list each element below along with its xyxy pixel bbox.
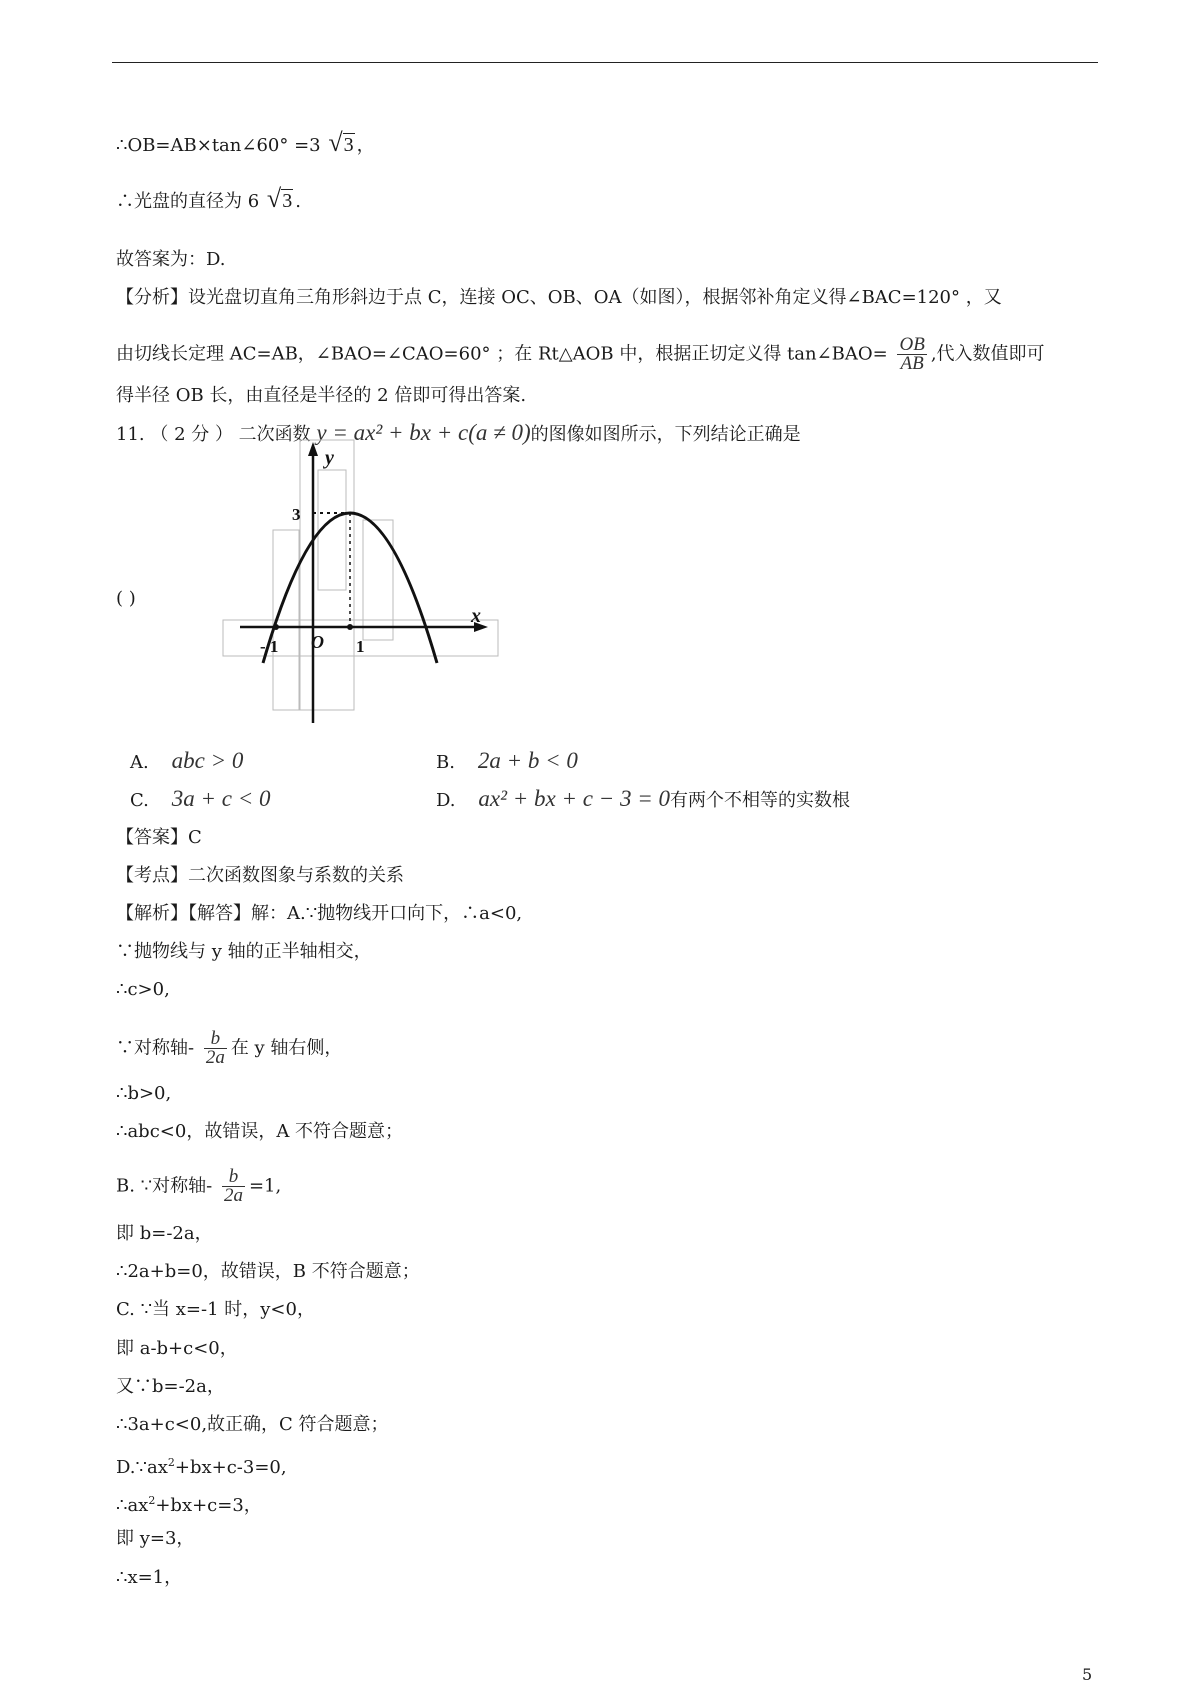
x-tick-label: 1 — [356, 637, 365, 656]
solution-line: ∴c>0, — [116, 979, 170, 1000]
solution-line: $D.\because ax^2+bx+c-3=0$, — [116, 1456, 287, 1478]
option-a: A. abc > 0 — [130, 748, 244, 773]
solution-line: 又∵b=-2a， — [116, 1376, 225, 1397]
origin-label: O — [311, 632, 324, 652]
text-line: ∴光盘的直径为 6 √3 . — [116, 184, 301, 213]
y-axis-label: y — [325, 447, 334, 469]
analysis-line: 由切线长定理 AC=AB，∠BAO=∠CAO=60° ；在 Rt△AOB 中，根据正切定义得 tan∠BAO= $\frac{OB}{AB}$ ,代入数值即可 — [116, 334, 1045, 374]
question-stem: 11. （ 2 分 ） 二次函数 y = ax² + bx + c(a ≠ 0)的图像如图所示，下列结论正确是 — [116, 420, 801, 445]
solution-line: ∴x=1， — [116, 1567, 183, 1588]
sqrt-symbol: √3 — [328, 128, 354, 157]
text-line: 故答案为：D. — [116, 249, 226, 270]
solution-line: $\therefore ax^2+bx+c=3$， — [116, 1494, 262, 1516]
fraction: $\frac{b}{2a}$ — [205, 1028, 225, 1068]
y-tick-label: 3 — [292, 505, 301, 524]
solution-line: ∵对称轴- $\frac{b}{2a}$ 在 y 轴右侧， — [116, 1028, 343, 1068]
solution-line: B. ∵对称轴- $\frac{b}{2a}$ =1, — [116, 1166, 282, 1206]
fraction: $\frac{OB}{AB}$ — [899, 334, 925, 374]
analysis-line: 【分析】设光盘切直角三角形斜边于点 C，连接 OC、OB、OA（如图），根据邻补角定义得∠BAC=120° ，又 — [116, 287, 1002, 308]
parabola-graph — [218, 430, 508, 730]
solution-line: ∴3a+c<0,故正确，C 符合题意； — [116, 1414, 389, 1435]
tick-point — [273, 624, 279, 630]
scan-artifacts — [223, 440, 498, 710]
header-rule — [112, 62, 1098, 63]
solution-line: ∴2a+b=0，故错误，B 不符合题意； — [116, 1261, 420, 1282]
fraction: $\frac{b}{2a}$ — [223, 1166, 243, 1206]
text-line: ∴OB=AB×tan∠60° =3 √3 ， — [116, 128, 375, 157]
x-axis-label: x — [471, 605, 481, 627]
solution-line: ∴b>0, — [116, 1083, 172, 1104]
option-c: C. 3a + c < 0 — [130, 786, 271, 811]
solution-line: ∴abc<0，故错误，A 不符合题意； — [116, 1121, 404, 1142]
solution-line: 即 b=-2a， — [116, 1223, 213, 1244]
x-tick-label: - 1 — [260, 637, 279, 656]
solution-line: 即 a-b+c<0， — [116, 1338, 238, 1359]
kaodian-line: 【考点】二次函数图象与系数的关系 — [116, 865, 404, 886]
solution-line: ∵抛物线与 y 轴的正半轴相交， — [116, 941, 372, 962]
solution-line: 【解析】【解答】解：A.∵抛物线开口向下，∴a<0, — [116, 903, 523, 924]
analysis-line: 得半径 OB 长，由直径是半径的 2 倍即可得出答案. — [116, 385, 527, 406]
tick-point — [347, 624, 353, 630]
question-formula: y = ax² + bx + c(a ≠ 0) — [316, 420, 531, 445]
answer-bracket: ( ) — [116, 588, 136, 609]
solution-line: 即 y=3， — [116, 1528, 195, 1549]
page-number: 5 — [1082, 1665, 1093, 1684]
option-b: B. 2a + b < 0 — [436, 748, 578, 773]
answer-line: 【答案】C — [116, 827, 202, 848]
sqrt-symbol: √3 — [266, 184, 293, 213]
option-d: D. ax² + bx + c − 3 = 0有两个不相等的实数根 — [436, 786, 851, 811]
solution-line: C. ∵当 x=-1 时，y<0， — [116, 1299, 315, 1320]
y-axis-arrow — [308, 442, 318, 456]
